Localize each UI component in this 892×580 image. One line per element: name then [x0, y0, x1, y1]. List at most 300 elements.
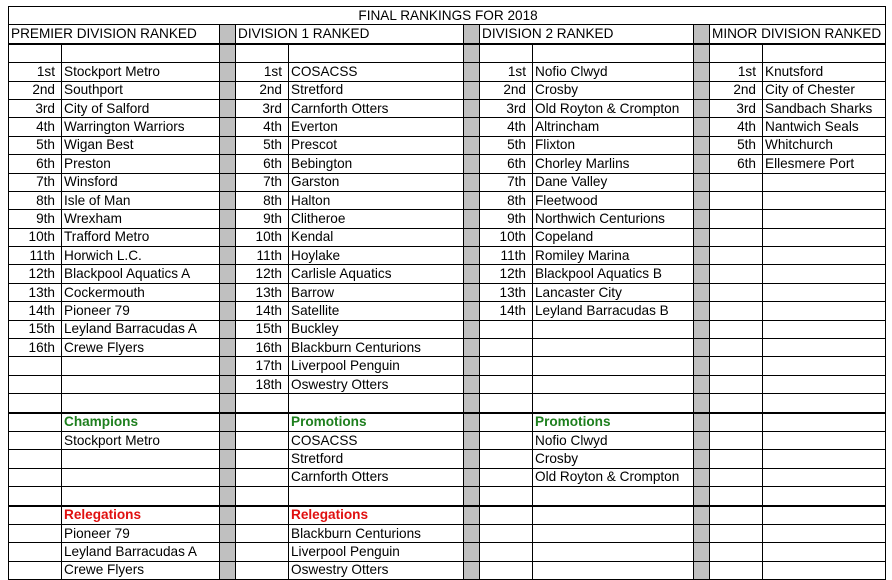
section-label — [763, 413, 886, 432]
section-label: Promotions — [533, 413, 694, 432]
rank-cell: 14th — [480, 302, 533, 320]
rank-cell: 4th — [236, 118, 289, 136]
ranking-row — [9, 99, 886, 117]
rank-cell: 15th — [236, 320, 289, 338]
ranking-row — [9, 81, 886, 99]
column-separator — [220, 173, 236, 191]
column-separator — [220, 339, 236, 357]
rank-cell — [710, 543, 763, 561]
team-cell — [763, 247, 886, 265]
rank-cell: 5th — [480, 136, 533, 154]
rank-cell — [9, 431, 62, 449]
rank-cell — [480, 561, 533, 579]
team-cell — [533, 487, 694, 506]
team-cell: Pioneer 79 — [62, 524, 220, 542]
column-separator — [220, 468, 236, 486]
team-cell: COSACSS — [289, 63, 464, 81]
team-cell — [289, 44, 464, 63]
rank-cell — [710, 44, 763, 63]
rank-cell: 10th — [9, 228, 62, 246]
section-label: Relegations — [62, 506, 220, 525]
column-separator — [694, 228, 710, 246]
column-separator — [220, 561, 236, 579]
column-separator — [464, 247, 480, 265]
team-cell: Chorley Marlins — [533, 155, 694, 173]
rank-cell: 5th — [9, 136, 62, 154]
column-separator — [694, 320, 710, 338]
team-cell: Blackburn Centurions — [289, 524, 464, 542]
team-cell: Stockport Metro — [62, 431, 220, 449]
column-separator — [694, 81, 710, 99]
section-row — [9, 543, 886, 561]
column-separator — [220, 118, 236, 136]
team-cell: Garston — [289, 173, 464, 191]
rank-cell: 3rd — [480, 99, 533, 117]
team-cell: Knutsford — [763, 63, 886, 81]
column-separator — [464, 155, 480, 173]
column-separator — [464, 265, 480, 283]
team-cell: Kendal — [289, 228, 464, 246]
rank-cell: 14th — [236, 302, 289, 320]
team-cell: Crewe Flyers — [62, 339, 220, 357]
rank-cell — [710, 320, 763, 338]
team-cell: Buckley — [289, 320, 464, 338]
rank-cell — [480, 543, 533, 561]
column-separator — [464, 357, 480, 375]
rank-cell — [710, 561, 763, 579]
column-separator — [464, 118, 480, 136]
column-separator — [694, 25, 710, 44]
rank-cell — [236, 561, 289, 579]
column-separator — [220, 265, 236, 283]
title-row — [9, 7, 886, 25]
column-separator — [220, 487, 236, 506]
rank-cell — [710, 468, 763, 486]
rank-cell — [9, 468, 62, 486]
rank-cell: 3rd — [9, 99, 62, 117]
column-separator — [464, 524, 480, 542]
rank-cell: 10th — [480, 228, 533, 246]
team-cell: Hoylake — [289, 247, 464, 265]
team-cell: Carnforth Otters — [289, 99, 464, 117]
team-cell — [763, 265, 886, 283]
team-cell — [763, 283, 886, 301]
team-cell: Crosby — [533, 450, 694, 468]
rank-cell — [710, 487, 763, 506]
rank-cell — [9, 561, 62, 579]
column-separator — [220, 320, 236, 338]
rank-cell: 6th — [710, 155, 763, 173]
division-header: DIVISION 1 RANKED — [236, 25, 464, 44]
team-cell — [763, 543, 886, 561]
column-separator — [464, 210, 480, 228]
rank-cell: 3rd — [236, 99, 289, 117]
column-separator — [220, 210, 236, 228]
rank-cell: 1st — [9, 63, 62, 81]
column-separator — [694, 375, 710, 393]
column-separator — [694, 173, 710, 191]
team-cell: Altrincham — [533, 118, 694, 136]
column-separator — [694, 450, 710, 468]
team-cell: City of Salford — [62, 99, 220, 117]
team-cell — [533, 357, 694, 375]
rank-cell: 13th — [9, 283, 62, 301]
rank-cell — [236, 450, 289, 468]
team-cell: Wigan Best — [62, 136, 220, 154]
section-label: Promotions — [289, 413, 464, 432]
team-cell: Blackpool Aquatics A — [62, 265, 220, 283]
spacer-row — [9, 394, 886, 413]
team-cell — [62, 394, 220, 413]
section-label — [763, 506, 886, 525]
column-separator — [464, 191, 480, 209]
rank-cell — [710, 357, 763, 375]
team-cell: Southport — [62, 81, 220, 99]
team-cell — [763, 44, 886, 63]
column-separator — [220, 44, 236, 63]
rank-cell: 7th — [9, 173, 62, 191]
team-cell: Crosby — [533, 81, 694, 99]
section-row — [9, 487, 886, 506]
team-cell: Preston — [62, 155, 220, 173]
rank-cell: 3rd — [710, 99, 763, 117]
division-header: DIVISION 2 RANKED — [480, 25, 694, 44]
team-cell: Clitheroe — [289, 210, 464, 228]
rank-cell: 1st — [710, 63, 763, 81]
rank-cell — [480, 431, 533, 449]
column-separator — [464, 44, 480, 63]
rank-cell: 4th — [9, 118, 62, 136]
column-separator — [464, 136, 480, 154]
rank-cell — [710, 450, 763, 468]
rank-cell: 5th — [710, 136, 763, 154]
team-cell — [763, 173, 886, 191]
rank-cell — [9, 375, 62, 393]
rank-cell: 4th — [710, 118, 763, 136]
rank-cell: 5th — [236, 136, 289, 154]
team-cell — [763, 339, 886, 357]
rank-cell — [480, 375, 533, 393]
team-cell: COSACSS — [289, 431, 464, 449]
team-cell: Old Royton & Crompton — [533, 99, 694, 117]
team-cell — [289, 394, 464, 413]
team-cell: Copeland — [533, 228, 694, 246]
rank-cell — [9, 357, 62, 375]
rankings-sheet — [8, 6, 886, 580]
rank-cell: 12th — [236, 265, 289, 283]
rank-cell: 6th — [9, 155, 62, 173]
column-separator — [694, 155, 710, 173]
column-separator — [464, 487, 480, 506]
ranking-row — [9, 63, 886, 81]
column-separator — [694, 210, 710, 228]
team-cell — [763, 487, 886, 506]
rank-cell: 15th — [9, 320, 62, 338]
column-separator — [220, 413, 236, 432]
column-separator — [220, 450, 236, 468]
team-cell: Leyland Barracudas A — [62, 543, 220, 561]
column-separator — [220, 506, 236, 525]
column-separator — [694, 63, 710, 81]
team-cell: Nofio Clwyd — [533, 431, 694, 449]
team-cell: Blackpool Aquatics B — [533, 265, 694, 283]
team-cell: Horwich L.C. — [62, 247, 220, 265]
section-row — [9, 450, 886, 468]
team-cell: City of Chester — [763, 81, 886, 99]
team-cell: Oswestry Otters — [289, 375, 464, 393]
column-separator — [464, 320, 480, 338]
team-cell: Leyland Barracudas B — [533, 302, 694, 320]
team-cell: Crewe Flyers — [62, 561, 220, 579]
section-row — [9, 561, 886, 579]
team-cell — [763, 561, 886, 579]
team-cell: Carnforth Otters — [289, 468, 464, 486]
column-separator — [694, 394, 710, 413]
rank-cell — [480, 524, 533, 542]
team-cell — [533, 394, 694, 413]
team-cell: Sandbach Sharks — [763, 99, 886, 117]
team-cell — [763, 357, 886, 375]
header-row — [9, 25, 886, 44]
column-separator — [694, 468, 710, 486]
team-cell — [763, 228, 886, 246]
column-separator — [694, 543, 710, 561]
rank-cell — [710, 210, 763, 228]
rank-cell — [710, 413, 763, 432]
column-separator — [464, 506, 480, 525]
team-cell — [62, 450, 220, 468]
rank-cell — [710, 247, 763, 265]
column-separator — [464, 283, 480, 301]
rank-cell: 18th — [236, 375, 289, 393]
rank-cell: 4th — [480, 118, 533, 136]
team-cell — [62, 357, 220, 375]
column-separator — [464, 468, 480, 486]
rank-cell: 6th — [480, 155, 533, 173]
column-separator — [464, 394, 480, 413]
division-header: PREMIER DIVISION RANKED — [9, 25, 220, 44]
section-row — [9, 524, 886, 542]
rank-cell — [9, 450, 62, 468]
rank-cell — [710, 524, 763, 542]
team-cell — [763, 375, 886, 393]
column-separator — [694, 136, 710, 154]
column-separator — [464, 228, 480, 246]
section-label — [533, 506, 694, 525]
rank-cell — [480, 44, 533, 63]
team-cell — [763, 450, 886, 468]
column-separator — [464, 561, 480, 579]
team-cell: Nofio Clwyd — [533, 63, 694, 81]
team-cell: Northwich Centurions — [533, 210, 694, 228]
team-cell — [533, 339, 694, 357]
rank-cell — [9, 44, 62, 63]
team-cell — [763, 191, 886, 209]
team-cell — [763, 320, 886, 338]
team-cell: Barrow — [289, 283, 464, 301]
rank-cell: 7th — [480, 173, 533, 191]
column-separator — [694, 413, 710, 432]
column-separator — [220, 357, 236, 375]
rank-cell — [710, 339, 763, 357]
team-cell: Stretford — [289, 81, 464, 99]
team-cell: Halton — [289, 191, 464, 209]
team-cell: Oswestry Otters — [289, 561, 464, 579]
column-separator — [220, 81, 236, 99]
rank-cell: 8th — [9, 191, 62, 209]
team-cell — [533, 543, 694, 561]
rank-cell — [710, 265, 763, 283]
team-cell — [533, 524, 694, 542]
rank-cell — [480, 487, 533, 506]
column-separator — [220, 375, 236, 393]
section-label: Champions — [62, 413, 220, 432]
rank-cell — [710, 394, 763, 413]
rank-cell: 11th — [9, 247, 62, 265]
column-separator — [464, 173, 480, 191]
rank-cell: 9th — [480, 210, 533, 228]
team-cell — [62, 44, 220, 63]
rank-cell — [9, 413, 62, 432]
rank-cell — [480, 450, 533, 468]
column-separator — [464, 25, 480, 44]
column-separator — [694, 99, 710, 117]
rank-cell — [9, 487, 62, 506]
ranking-row — [9, 118, 886, 136]
column-separator — [694, 191, 710, 209]
rank-cell — [710, 302, 763, 320]
column-separator — [694, 357, 710, 375]
ranking-row — [9, 155, 886, 173]
rank-cell: 9th — [236, 210, 289, 228]
team-cell — [763, 524, 886, 542]
ranking-row — [9, 247, 886, 265]
rank-cell: 13th — [236, 283, 289, 301]
team-cell: Ellesmere Port — [763, 155, 886, 173]
rank-cell: 16th — [236, 339, 289, 357]
sheet-title: FINAL RANKINGS FOR 2018 — [9, 7, 886, 25]
team-cell: Carlisle Aquatics — [289, 265, 464, 283]
rank-cell: 8th — [480, 191, 533, 209]
rank-cell: 9th — [9, 210, 62, 228]
rank-cell — [9, 394, 62, 413]
rank-cell: 12th — [9, 265, 62, 283]
rank-cell: 16th — [9, 339, 62, 357]
ranking-row — [9, 339, 886, 357]
rank-cell — [236, 431, 289, 449]
rank-cell — [9, 543, 62, 561]
ranking-row — [9, 210, 886, 228]
team-cell: Pioneer 79 — [62, 302, 220, 320]
team-cell: Blackburn Centurions — [289, 339, 464, 357]
rank-cell: 1st — [480, 63, 533, 81]
column-separator — [464, 302, 480, 320]
team-cell: Flixton — [533, 136, 694, 154]
team-cell: Liverpool Penguin — [289, 357, 464, 375]
team-cell — [533, 44, 694, 63]
rank-cell — [480, 394, 533, 413]
column-separator — [694, 561, 710, 579]
rank-cell: 2nd — [236, 81, 289, 99]
rank-cell: 2nd — [480, 81, 533, 99]
team-cell: Fleetwood — [533, 191, 694, 209]
column-separator — [464, 99, 480, 117]
ranking-row — [9, 136, 886, 154]
team-cell: Lancaster City — [533, 283, 694, 301]
rank-cell — [236, 468, 289, 486]
rank-cell — [9, 524, 62, 542]
team-cell: Romiley Marina — [533, 247, 694, 265]
rank-cell: 12th — [480, 265, 533, 283]
column-separator — [464, 339, 480, 357]
column-separator — [464, 81, 480, 99]
column-separator — [220, 191, 236, 209]
team-cell — [289, 487, 464, 506]
ranking-row — [9, 283, 886, 301]
team-cell — [533, 320, 694, 338]
team-cell — [533, 561, 694, 579]
column-separator — [694, 265, 710, 283]
team-cell: Bebington — [289, 155, 464, 173]
team-cell: Stretford — [289, 450, 464, 468]
team-cell: Dane Valley — [533, 173, 694, 191]
ranking-row — [9, 228, 886, 246]
ranking-row — [9, 265, 886, 283]
column-separator — [694, 487, 710, 506]
rank-cell — [236, 524, 289, 542]
rank-cell — [236, 44, 289, 63]
team-cell — [763, 210, 886, 228]
sheet-body — [9, 7, 886, 580]
column-separator — [220, 543, 236, 561]
rank-cell — [480, 320, 533, 338]
team-cell — [763, 431, 886, 449]
column-separator — [220, 302, 236, 320]
column-separator — [220, 25, 236, 44]
section-row — [9, 468, 886, 486]
rank-cell — [710, 283, 763, 301]
column-separator — [694, 339, 710, 357]
team-cell: Liverpool Penguin — [289, 543, 464, 561]
rank-cell: 10th — [236, 228, 289, 246]
rank-cell: 6th — [236, 155, 289, 173]
section-row — [9, 431, 886, 449]
ranking-row — [9, 357, 886, 375]
team-cell: Prescot — [289, 136, 464, 154]
column-separator — [464, 413, 480, 432]
ranking-row — [9, 320, 886, 338]
rank-cell — [480, 468, 533, 486]
column-separator — [464, 63, 480, 81]
rank-cell: 2nd — [710, 81, 763, 99]
team-cell: Trafford Metro — [62, 228, 220, 246]
rank-cell — [236, 487, 289, 506]
rank-cell — [480, 357, 533, 375]
column-separator — [220, 247, 236, 265]
rank-cell — [710, 173, 763, 191]
spacer-row — [9, 44, 886, 63]
column-separator — [464, 375, 480, 393]
rank-cell: 2nd — [9, 81, 62, 99]
rank-cell — [710, 228, 763, 246]
division-header: MINOR DIVISION RANKED — [710, 25, 886, 44]
rank-cell — [480, 413, 533, 432]
team-cell: Stockport Metro — [62, 63, 220, 81]
team-cell: Nantwich Seals — [763, 118, 886, 136]
rank-cell — [236, 413, 289, 432]
rank-cell — [9, 506, 62, 525]
team-cell — [763, 394, 886, 413]
